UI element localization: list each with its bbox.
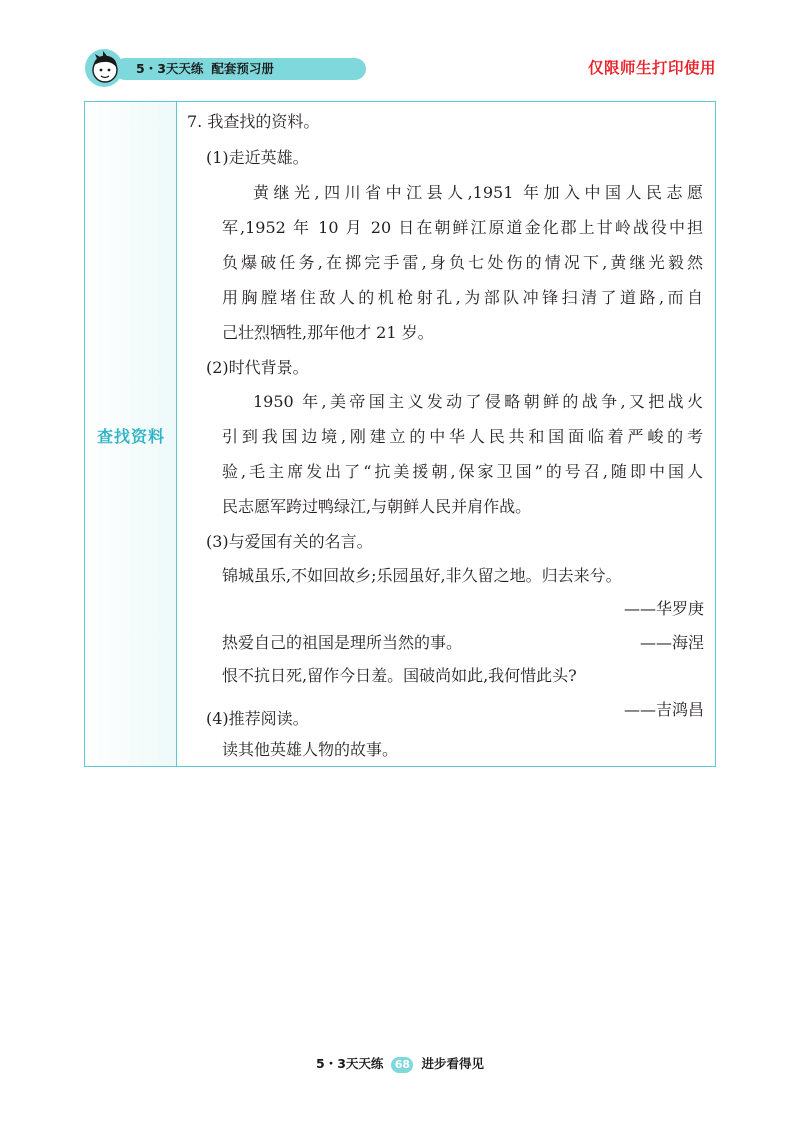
part1-line: 负爆破任务,在掷完手雷,身负七处伤的情况下,黄继光毅然 (222, 253, 703, 272)
part3-heading: (3)与爱国有关的名言。 (206, 532, 373, 551)
part1-line: 军,1952 年 10 月 20 日在朝鲜江原道金化郡上甘岭战役中担 (222, 218, 703, 237)
brand-pill (114, 58, 366, 80)
recommended-reading: 读其他英雄人物的故事。 (222, 740, 399, 759)
section-content (177, 102, 715, 766)
part2-line: 民志愿军跨过鸭绿江,与朝鲜人民并肩作战。 (222, 497, 532, 516)
footer-slogan: 进步看得见 (421, 1056, 484, 1071)
quote-text: 恨不抗日死,留作今日羞。国破尚如此,我何惜此头? (222, 666, 577, 685)
brand-name: 5・3天天练 (136, 61, 204, 76)
mascot-icon (84, 48, 124, 88)
usage-restriction: 仅限师生打印使用 (587, 59, 716, 77)
part1-line: 用胸膛堵住敌人的机枪射孔,为部队冲锋扫清了道路,而自 (222, 288, 703, 307)
brand-subtitle: 配套预习册 (211, 61, 274, 76)
section-label: 查找资料 (96, 427, 165, 446)
part2-line: 1950 年,美帝国主义发动了侵略朝鲜的战争,又把战火 (253, 392, 703, 411)
part2-line: 引到我国边境,刚建立的中华人民共和国面临着严峻的考 (222, 427, 703, 446)
quote-author: ——吉鸿昌 (623, 700, 704, 719)
part4-heading: (4)推荐阅读。 (206, 709, 309, 728)
part2-line: 验,毛主席发出了“抗美援朝,保家卫国”的号召,随即中国人 (222, 462, 703, 481)
page-header (84, 46, 716, 90)
quote-text: 锦城虽乐,不如回故乡;乐园虽好,非久留之地。归去来兮。 (222, 566, 622, 585)
quote-text: 热爱自己的祖国是理所当然的事。 (222, 633, 463, 652)
part1-line: 黄继光,四川省中江县人,1951 年加入中国人民志愿 (253, 183, 703, 202)
page-number: 68 (391, 1057, 413, 1073)
part2-heading: (2)时代背景。 (206, 358, 309, 377)
quote-author: ——华罗庚 (623, 599, 704, 618)
quote-author: ——海涅 (639, 633, 704, 652)
part1-line: 己壮烈牺牲,那年他才 21 岁。 (222, 323, 434, 342)
resource-table (84, 101, 716, 767)
question-title: 7. 我查找的资料。 (187, 112, 320, 131)
section-label-cell (85, 102, 177, 766)
footer-brand: 5・3天天练 (316, 1056, 384, 1071)
part1-heading: (1)走近英雄。 (206, 148, 309, 167)
page-footer (0, 1054, 800, 1073)
